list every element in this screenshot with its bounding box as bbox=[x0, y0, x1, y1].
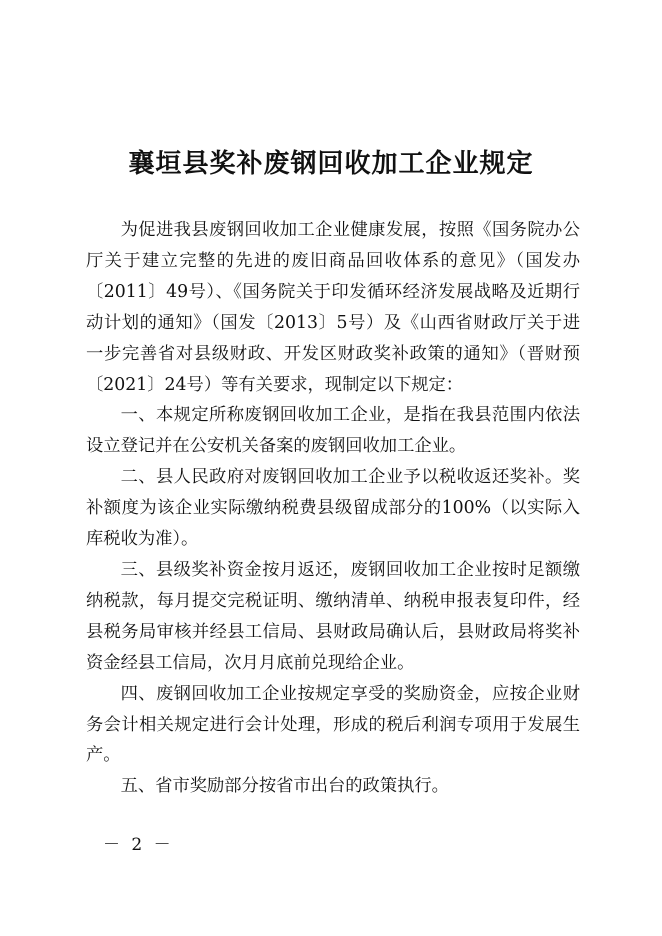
paragraph-article-5: 五、省市奖励部分按省市出台的政策执行。 bbox=[120, 776, 449, 797]
paragraph-article-4: 四、废钢回收加工企业按规定享受的奖励资金，应按企业财务会计相关规定进行会计处理，形成的税后利润专项用于发展生产。 bbox=[86, 683, 580, 766]
document-body bbox=[86, 215, 580, 802]
paragraph-article-2: 二、县人民政府对废钢回收加工企业予以税收返还奖补。奖补额度为该企业实际缴纳税费县级留成部分的100%（以实际入库税收为准）。 bbox=[86, 467, 580, 550]
page-number: － 2 － bbox=[103, 835, 174, 855]
document-title: 襄垣县奖补废钢回收加工企业规定 bbox=[128, 149, 534, 179]
paragraph-article-3: 三、县级奖补资金按月返还，废钢回收加工企业按时足额缴纳税款，每月提交完税证明、缴纳清单、纳税申报表复印件，经县税务局审核并经县工信局、县财政局确认后，县财政局将奖补资金经县工信局，次月月底前兑现给企业。 bbox=[86, 559, 580, 673]
paragraph-intro: 为促进我县废钢回收加工企业健康发展，按照《国务院办公厅关于建立完整的先进的废旧商品回收体系的意见》（国发办〔2011〕49号）、《国务院关于印发循环经济发展战略及近期行动计划的通知》（国发〔2013〕5号）及《山西省财政厅关于进一步完善省对县级财政、开发区财政奖补政策的通知》（晋财预〔2021〕24号）等有关要求，现制定以下规定： bbox=[86, 220, 580, 395]
paragraph-article-1: 一、本规定所称废钢回收加工企业，是指在我县范围内依法设立登记并在公安机关备案的废钢回收加工企业。 bbox=[86, 405, 580, 457]
